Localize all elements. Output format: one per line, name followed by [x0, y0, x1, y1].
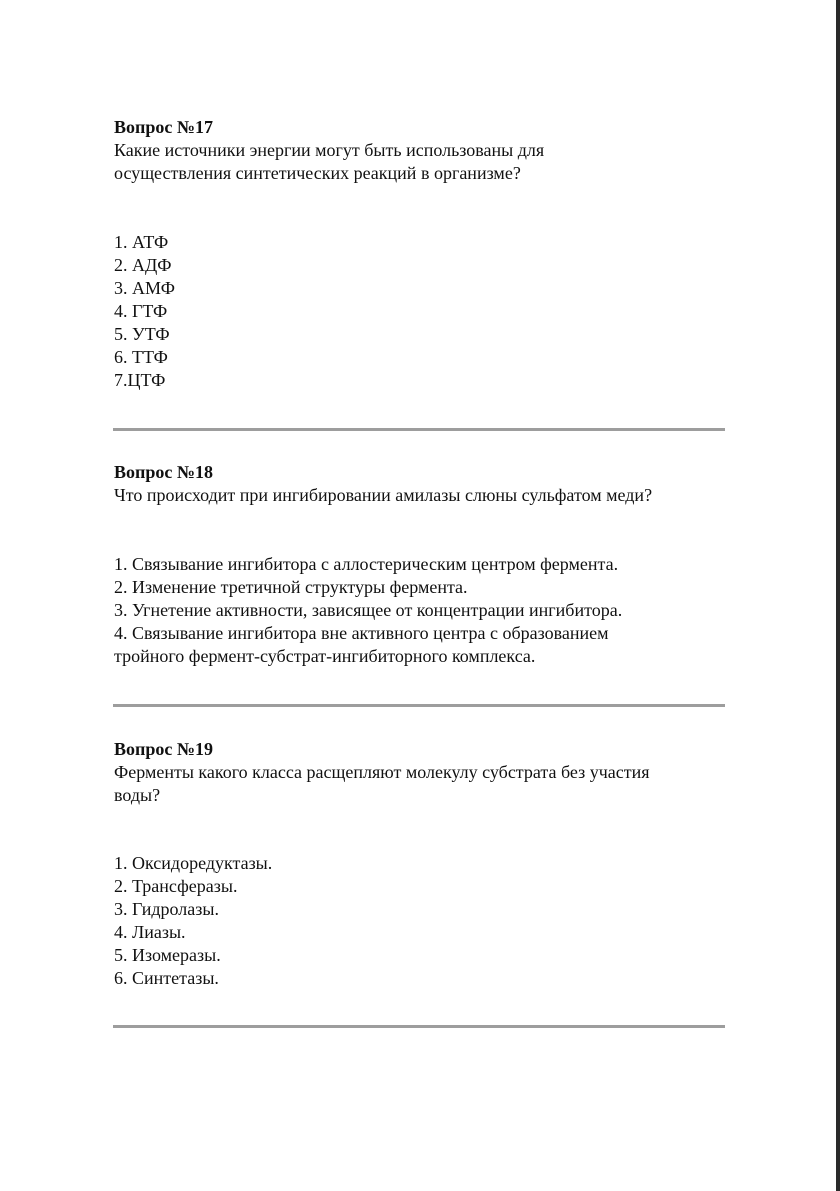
answer-list	[114, 231, 175, 392]
answer-option: 7.ЦТФ	[114, 370, 166, 390]
answer-option: 5. Изомеразы.	[114, 945, 221, 965]
answer-option: 2. Трансферазы.	[114, 876, 238, 896]
answer-option: 1. Оксидоредуктазы.	[114, 853, 273, 873]
section-divider	[113, 428, 725, 431]
question-19	[114, 738, 734, 988]
answer-option: 6. Синтетазы.	[114, 968, 219, 988]
answer-option: 6. ТТФ	[114, 347, 168, 367]
question-text: Какие источники энергии могут быть использованы для осуществления синтетических реакций в организме?	[114, 140, 545, 183]
answer-option: 4. Лиазы.	[114, 922, 186, 942]
answer-option: 3. Угнетение активности, зависящее от концентрации ингибитора.	[114, 600, 623, 620]
answer-list	[114, 852, 272, 990]
question-title: Вопрос №19	[114, 739, 213, 759]
question-17	[114, 116, 734, 390]
answer-option: 2. АДФ	[114, 255, 172, 275]
answer-option: 5. УТФ	[114, 324, 170, 344]
question-title: Вопрос №18	[114, 462, 213, 482]
answer-option: 3. АМФ	[114, 278, 175, 298]
section-divider	[113, 1025, 725, 1028]
answer-option: 4. ГТФ	[114, 301, 168, 321]
answer-option: 4. Связывание ингибитора вне активного центра с образованием тройного фермент-субстрат-ингибиторного комплекса.	[114, 623, 609, 666]
section-divider	[113, 704, 725, 707]
answer-option: 2. Изменение третичной структуры фермента.	[114, 577, 468, 597]
question-text: Ферменты какого класса расщепляют молекулу субстрата без участия воды?	[114, 762, 650, 805]
question-18	[114, 461, 734, 666]
question-title: Вопрос №17	[114, 117, 213, 137]
question-text: Что происходит при ингибировании амилазы слюны сульфатом меди?	[114, 485, 653, 505]
answer-option: 3. Гидролазы.	[114, 899, 219, 919]
answer-list	[114, 553, 622, 668]
page-edge	[836, 0, 840, 1191]
answer-option: 1. Связывание ингибитора с аллостерическим центром фермента.	[114, 554, 619, 574]
answer-option: 1. АТФ	[114, 232, 169, 252]
